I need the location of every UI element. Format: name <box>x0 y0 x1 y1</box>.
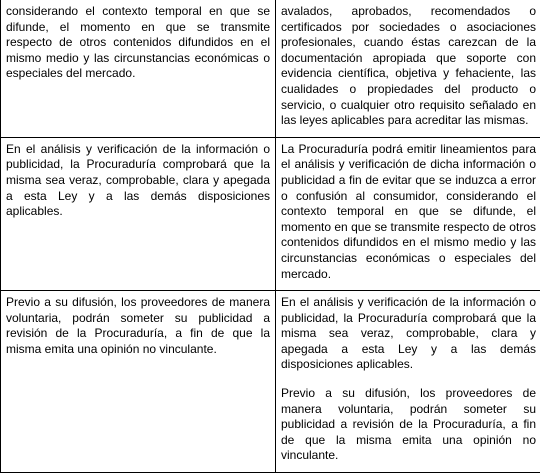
table-row <box>1 137 540 290</box>
paragraph: Previo a su difusión, los proveedores de manera voluntaria, podrán someter su publicidad a revisión de la Procuraduría, a fin de que la misma emita una opinión no vinculante. <box>6 295 270 357</box>
left-column-cell <box>1 291 276 473</box>
table-row <box>1 291 540 473</box>
right-column-cell <box>276 291 540 473</box>
paragraph: La Procuraduría podrá emitir lineamientos para el análisis y verificación de dicha información o publicidad a fin de evitar que se induzca a error o confusión al consumidor, considerando el contexto temporal en que se difunde, el momento en que se transmite respecto de otros contenidos difundidos en el mismo medio y las circunstancias económicas o especiales del mercado. <box>281 142 536 282</box>
paragraph: En el análisis y verificación de la información o publicidad, la Procuraduría comprobará que la misma sea veraz, comprobable, clara y apegada a esta Ley y a las demás disposiciones aplicables. <box>6 142 270 220</box>
paragraph: Previo a su difusión, los proveedores de manera voluntaria, podrán someter su publicidad a revisión de la Procuraduría, a fin de que la misma emita una opinión no vinculante. <box>281 386 536 464</box>
paragraph: En el análisis y verificación de la información o publicidad, la Procuraduría comprobará que la misma sea veraz, comprobable, clara y apegada a esta Ley y a las demás disposiciones aplicables. <box>281 295 536 373</box>
paragraph: considerando el contexto temporal en que se difunde, el momento en que se transmite respecto de otros contenidos difundidos en el mismo medio y las circunstancias económicas o especiales del mercado. <box>6 4 270 82</box>
paragraph: avalados, aprobados, recomendados o certificados por sociedades o asociaciones profesionales, cuando éstas carezcan de la documentación apropiada que soporte con evidencia científica, objetiva y fehaciente, las cualidades o propiedades del producto o servicio, o cualquier otro requisito señalado en las leyes aplicables para acreditar las mismas. <box>281 4 536 129</box>
right-column-cell <box>276 0 540 137</box>
right-column-cell <box>276 137 540 290</box>
table-row <box>1 0 540 137</box>
left-column-cell <box>1 0 276 137</box>
left-column-cell <box>1 137 276 290</box>
